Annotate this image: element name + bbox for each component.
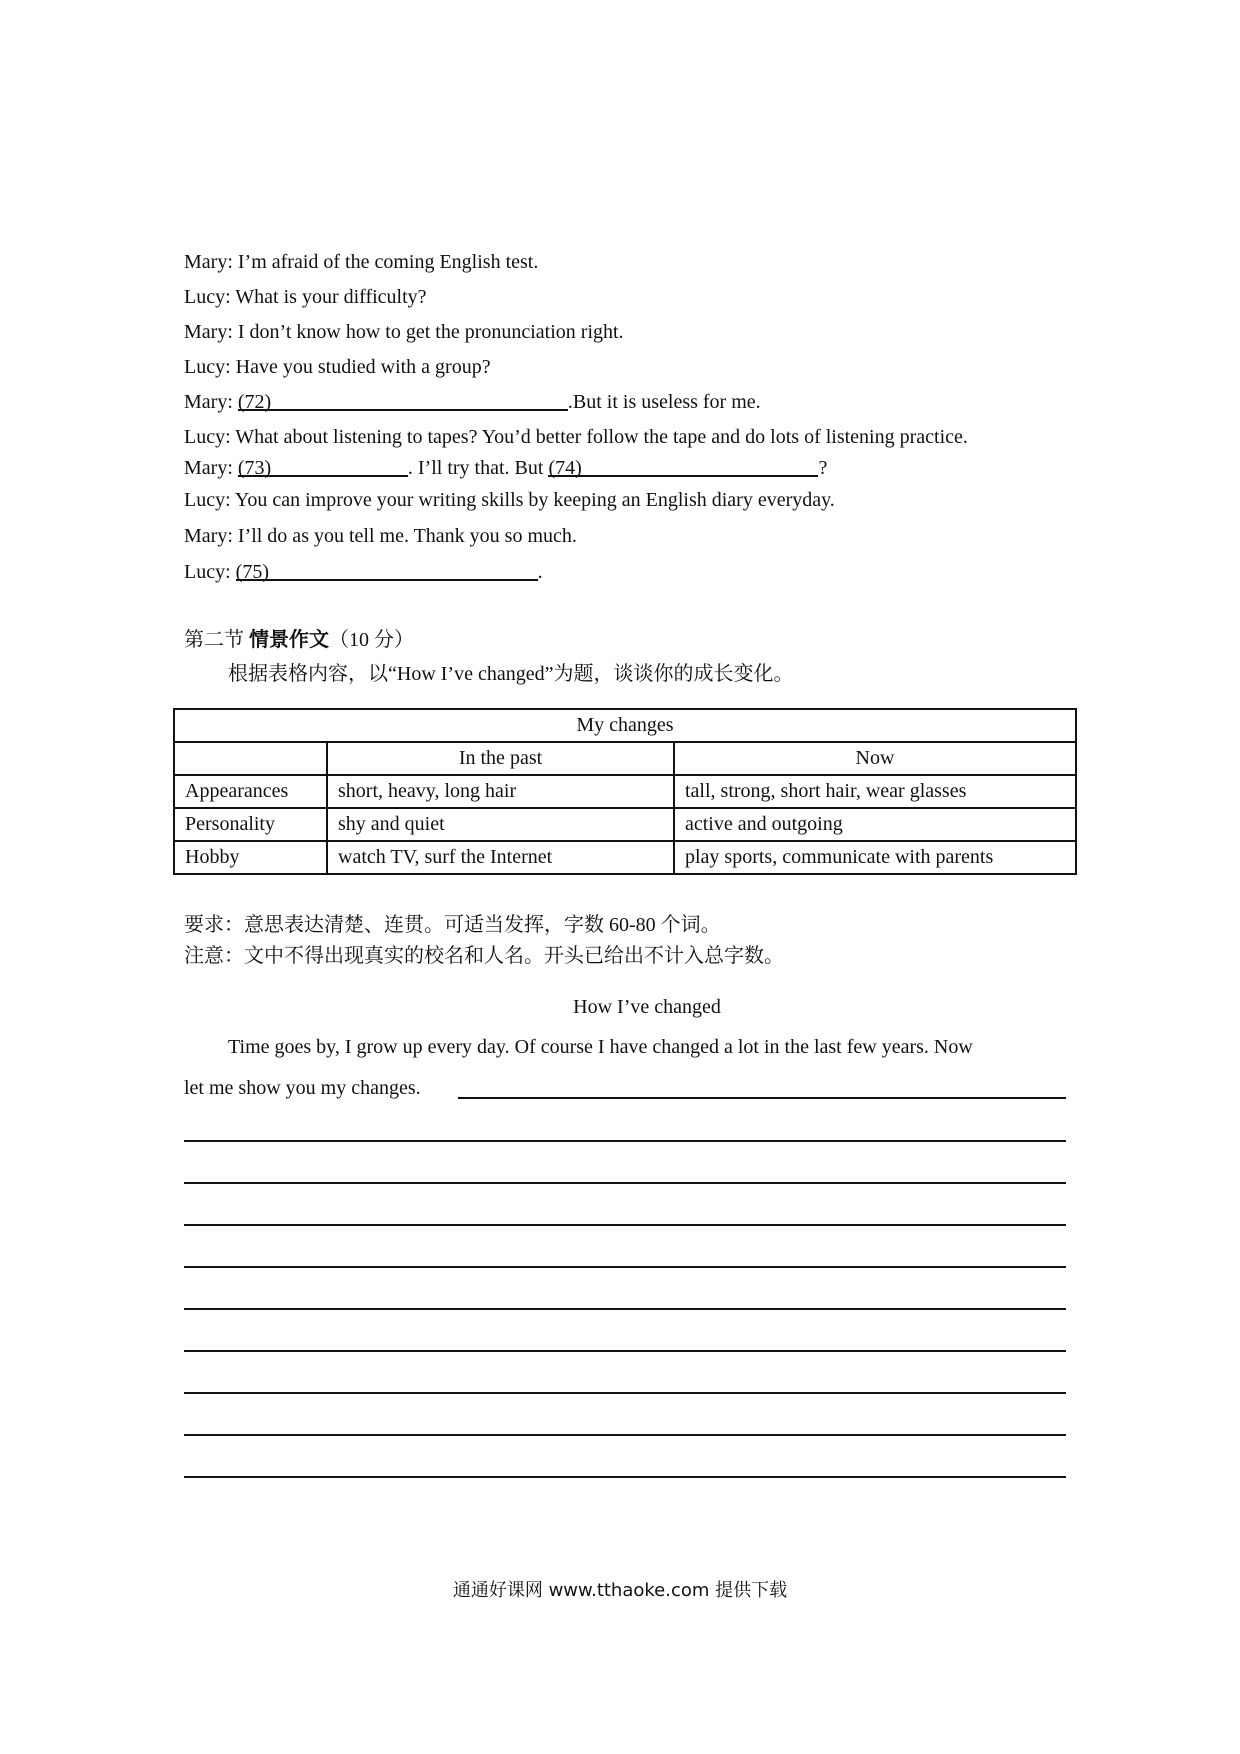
blank-number: (72) xyxy=(237,391,272,413)
writing-line[interactable] xyxy=(184,1224,1066,1226)
dialogue-line-9: Mary: I’ll do as you tell me. Thank you so much. xyxy=(184,525,577,547)
dialogue-line-2: Lucy: What is your difficulty? xyxy=(184,286,427,308)
table-header-row xyxy=(174,742,1076,775)
table-cell: watch TV, surf the Internet xyxy=(327,841,674,874)
section-points: （10 分） xyxy=(329,629,414,651)
dialogue-line-8: Lucy: You can improve your writing skills by keeping an English diary everyday. xyxy=(184,489,835,511)
dialogue-line-6: Lucy: What about listening to tapes? You’d better follow the tape and do lots of listening practice. xyxy=(184,426,968,448)
dialogue-line-1: Mary: I’m afraid of the coming English test. xyxy=(184,251,539,273)
table-cell: short, heavy, long hair xyxy=(327,775,674,808)
speaker: Mary: xyxy=(184,457,238,479)
section-heading xyxy=(184,627,414,653)
table-cell: active and outgoing xyxy=(674,808,1076,841)
table-header: Now xyxy=(674,742,1076,775)
table-cell: play sports, communicate with parents xyxy=(674,841,1076,874)
table-cell: Appearances xyxy=(174,775,327,808)
writing-line[interactable] xyxy=(184,1140,1066,1142)
writing-line[interactable] xyxy=(184,1266,1066,1268)
dialogue-line-10 xyxy=(184,559,543,585)
section-label: 第二节 xyxy=(184,629,249,651)
line-mid: . I’ll try that. But xyxy=(407,457,549,479)
section-instruction: 根据表格内容，以“How I’ve changed”为题，谈谈你的成长变化。 xyxy=(228,663,794,685)
essay-opening-line-2: let me show you my changes. xyxy=(184,1077,421,1099)
table-row xyxy=(174,841,1076,874)
dialogue-line-7 xyxy=(184,455,827,481)
table-caption-row xyxy=(174,709,1076,742)
dialogue-line-3: Mary: I don’t know how to get the pronunciation right. xyxy=(184,321,624,343)
table-cell: Personality xyxy=(174,808,327,841)
table-header: In the past xyxy=(327,742,674,775)
answer-blank-73[interactable] xyxy=(238,455,408,477)
writing-line[interactable] xyxy=(184,1350,1066,1352)
writing-line[interactable] xyxy=(458,1097,1066,1099)
notice-text: 注意：文中不得出现真实的校名和人名。开头已给出不计入总字数。 xyxy=(184,945,784,967)
blank-number: (74) xyxy=(548,457,582,479)
speaker: Mary: xyxy=(184,391,238,413)
writing-line[interactable] xyxy=(184,1434,1066,1436)
writing-line[interactable] xyxy=(184,1182,1066,1184)
essay-opening-line-1: Time goes by, I grow up every day. Of course I have changed a lot in the last few years. Now xyxy=(228,1036,973,1058)
table-row xyxy=(174,808,1076,841)
table-row xyxy=(174,775,1076,808)
writing-line[interactable] xyxy=(184,1392,1066,1394)
answer-blank-72[interactable] xyxy=(238,389,568,411)
essay-title: How I’ve changed xyxy=(573,996,721,1018)
blank-number: (75) xyxy=(235,561,269,583)
line-suffix: ? xyxy=(818,457,828,479)
writing-line[interactable] xyxy=(184,1308,1066,1310)
table-cell: tall, strong, short hair, wear glasses xyxy=(674,775,1076,808)
requirement-text: 要求：意思表达清楚、连贯。可适当发挥，字数 60-80 个词。 xyxy=(184,914,721,936)
answer-blank-75[interactable] xyxy=(236,559,538,581)
section-title: 情景作文 xyxy=(249,629,329,651)
dialogue-line-4: Lucy: Have you studied with a group? xyxy=(184,356,491,378)
page-footer: 通通好课网 www.tthaoke.com 提供下载 xyxy=(452,1580,788,1601)
table-cell: Hobby xyxy=(174,841,327,874)
line-suffix: .But it is useless for me. xyxy=(567,391,761,413)
blank-number: (73) xyxy=(237,457,272,479)
writing-line[interactable] xyxy=(184,1476,1066,1478)
line-suffix: . xyxy=(537,561,543,583)
answer-blank-74[interactable] xyxy=(548,455,818,477)
table-caption: My changes xyxy=(174,709,1076,742)
table-cell: shy and quiet xyxy=(327,808,674,841)
speaker: Lucy: xyxy=(184,561,236,583)
changes-table xyxy=(173,708,1077,875)
dialogue-line-5 xyxy=(184,389,761,415)
table-header xyxy=(174,742,327,775)
